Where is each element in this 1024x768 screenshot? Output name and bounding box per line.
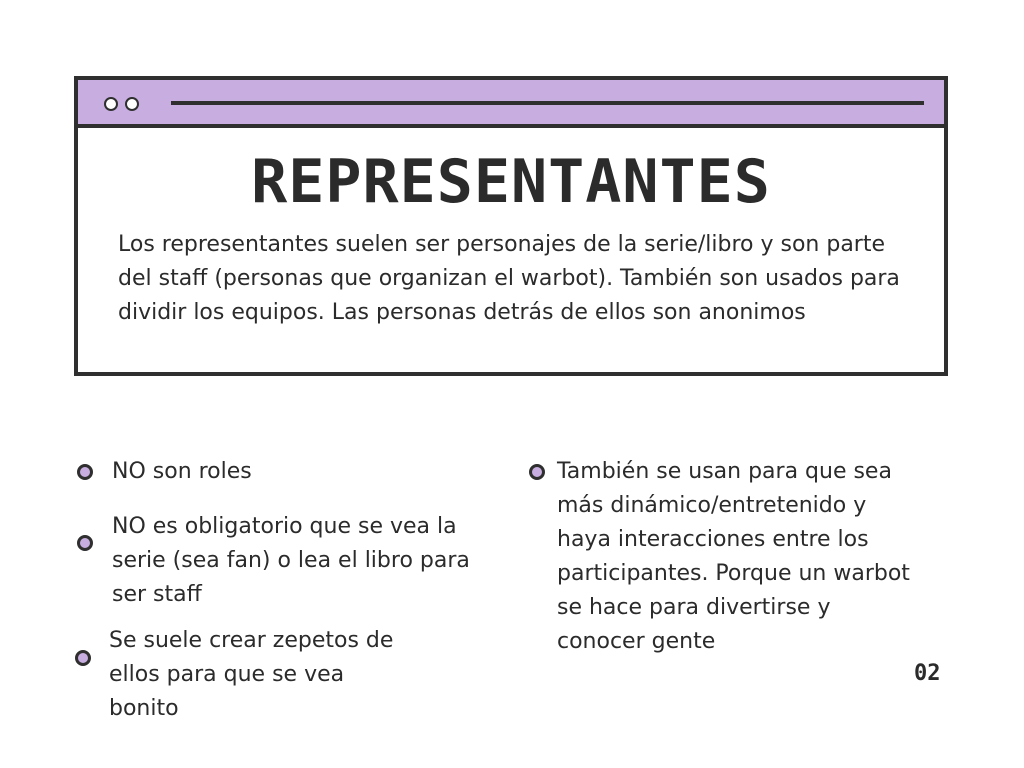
browser-window-frame: [74, 76, 948, 376]
page-title: REPRESENTANTES: [251, 147, 771, 217]
bullet-dot-icon: [75, 650, 91, 666]
bullet-item: NO es obligatorio que se vea la serie (sea fan) o lea el libro para ser staff: [112, 514, 470, 607]
window-dot-icon: [104, 97, 118, 111]
page-number: 02: [914, 661, 941, 686]
bullet-item: Se suele crear zepetos de ellos para que se vea bonito: [109, 628, 394, 721]
bullet-dot-icon: [529, 464, 545, 480]
address-bar-line: [171, 101, 924, 105]
window-titlebar: [78, 80, 944, 128]
bullet-item: También se usan para que sea más dinámico/entretenido y haya interacciones entre los participantes. Porque un warbot se hace para divertirse y conocer gente: [557, 459, 910, 654]
bullet-dot-icon: [77, 464, 93, 480]
description-text: Los representantes suelen ser personajes de la serie/libro y son parte del staff (personas que organizan el warbot). También son usados para dividir los equipos. Las personas detrás de ellos son anonimos: [118, 232, 900, 325]
bullet-dot-icon: [77, 535, 93, 551]
bullet-item: NO son roles: [112, 459, 252, 484]
window-dot-icon: [125, 97, 139, 111]
